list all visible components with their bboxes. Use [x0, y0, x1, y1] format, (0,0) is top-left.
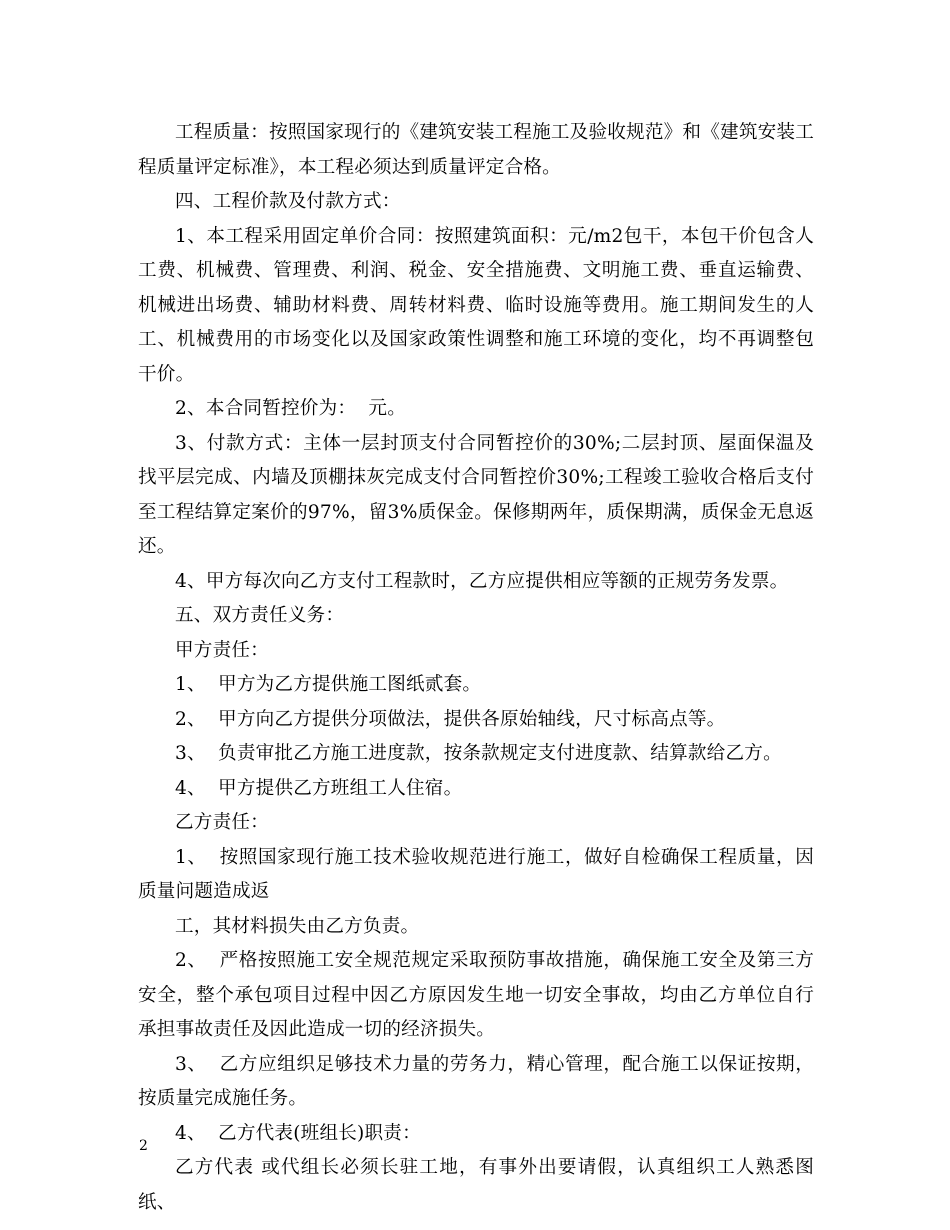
- heading-section-4: 四、工程价款及付款方式：: [175, 191, 401, 212]
- list-item-party-a-1: 1、 甲方为乙方提供施工图纸贰套。: [175, 674, 482, 695]
- paragraph-party-b-representative: 乙方代表 或代组长必须长驻工地，有事外出要请假，认真组织工人熟悉图纸、: [138, 1157, 814, 1213]
- list-item-party-b-1-continuation: 工，其材料损失由乙方负责。: [175, 915, 420, 937]
- paragraph-quality: 工程质量：按照国家现行的《建筑安装工程施工及验收规范》和《建筑安装工程质量评定标准》，本工程必须达到质量评定合格。: [138, 122, 814, 178]
- heading-section-5: 五、双方责任义务：: [175, 605, 345, 626]
- list-item-party-b-1: 1、 按照国家现行施工技术验收规范进行施工，做好自检确保工程质量，因质量问题造成返: [138, 846, 814, 902]
- list-item-party-b-3: 3、 乙方应组织足够技术力量的劳务力，精心管理，配合施工以保证按期，按质量完成施任务。: [138, 1053, 814, 1109]
- page-number: 2: [139, 1138, 148, 1154]
- paragraph-price-4: 4、甲方每次向乙方支付工程款时，乙方应提供相应等额的正规劳务发票。: [175, 570, 789, 592]
- heading-party-b: 乙方责任：: [175, 812, 269, 833]
- list-item-party-a-4: 4、 甲方提供乙方班组工人住宿。: [175, 777, 463, 799]
- paragraph-price-3: 3、付款方式：主体一层封顶支付合同暂控价的30%;二层封顶、屋面保温及找平层完成、内墙及顶棚抹灰完成支付合同暂控价30%;工程竣工验收合格后支付至工程结算定案价的97%，留3%质保金。保修期两年，质保期满，质保金无息返还。: [138, 432, 814, 557]
- list-item-party-b-4: 4、 乙方代表(班组长)职责：: [175, 1122, 421, 1144]
- paragraph-price-2: 2、本合同暂控价为： 元。: [175, 398, 406, 419]
- heading-party-a: 甲方责任：: [175, 639, 269, 661]
- paragraph-price-1: 1、本工程采用固定单价合同：按照建筑面积：元/m2包干，本包干价包含人工费、机械费、管理费、利润、税金、安全措施费、文明施工费、垂直运输费、机械进出场费、辅助材料费、周转材料费、临时设施等费用。施工期间发生的人工、机械费用的市场变化以及国家政策性调整和施工环境的变化，均不再调整包干价。: [138, 225, 814, 385]
- list-item-party-a-3: 3、 负责审批乙方施工进度款，按条款规定支付进度款、结算款给乙方。: [175, 743, 782, 764]
- list-item-party-a-2: 2、 甲方向乙方提供分项做法，提供各原始轴线，尺寸标高点等。: [175, 708, 726, 730]
- list-item-party-b-2: 2、 严格按照施工安全规范规定采取预防事故措施，确保施工安全及第三方安全，整个承包项目过程中因乙方原因发生地一切安全事故，均由乙方单位自行承担事故责任及因此造成一切的经济损失。: [138, 950, 814, 1040]
- document-body: [138, 116, 814, 1220]
